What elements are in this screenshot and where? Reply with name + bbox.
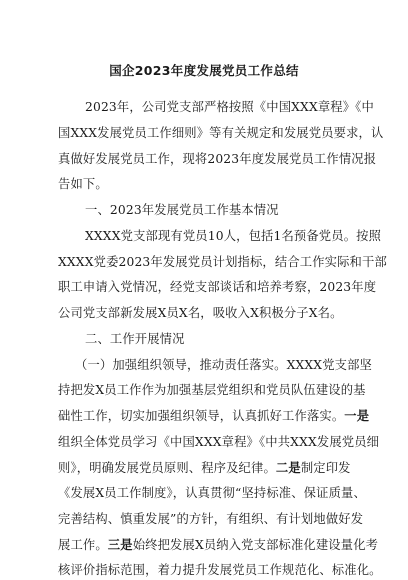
paragraph-line: 核评价指标范围，着力提升发展党员工作规范化、标准化。 (58, 563, 382, 577)
section-heading: 一、2023年发展党员工作基本情况 (85, 203, 279, 217)
paragraph-text: 制定印发 (300, 461, 351, 475)
paragraph-line: 真做好发展党员工作，现将2023年度发展党员工作情况报 (58, 152, 377, 166)
paragraph-line: 完善结构、慎重发展”的方针，有组织、有计划地做好发 (58, 512, 364, 526)
paragraph-line: 公司党支部新发展X员X名，吸收入X积极分子X名。 (58, 306, 343, 320)
emphasis-text: 一是 (344, 408, 370, 423)
paragraph-line (58, 537, 379, 552)
emphasis-text: 二是 (275, 460, 301, 475)
paragraph-line: 职工申请入党情况，经党支部谈话和培养考察，2023年度 (58, 280, 377, 294)
paragraph-text: 础性工作，切实加强组织领导，认真抓好工作落实。 (58, 409, 345, 423)
paragraph-line: （一）加强组织领导，推动责任落实。XXXX党支部坚 (75, 358, 373, 372)
paragraph-line (58, 408, 370, 423)
paragraph-line: XXXX党委2023年发展党员计划指标，结合工作实际和干部 (58, 255, 387, 269)
paragraph-line (58, 461, 358, 475)
paragraph-line: 告如下。 (58, 177, 108, 191)
paragraph-line: XXXX党支部现有党员10人，包括1名预备党员。按照 (85, 229, 382, 243)
document-title: 国企2023年度发展党员工作总结 (109, 63, 299, 78)
paragraph-line: 《发展X员工作制度》，认真贯彻“坚持标准、保证质量、 (58, 486, 366, 500)
emphasis-text: 三是 (107, 537, 133, 552)
paragraph-text: 展工作。 (58, 538, 108, 552)
paragraph-line: 组织全体党员学习《中国XXX章程》《中共XXX发展党员细 (58, 435, 380, 449)
paragraph-text: 始终把发展X员纳入党支部标准化建设量化考 (132, 538, 379, 552)
section-heading: 二、工作开展情况 (85, 332, 185, 346)
paragraph-text: 则》，明确发展党员原则、程序及纪律。 (58, 461, 276, 475)
paragraph-line: 国XXX发展党员工作细则》等有关规定和发展党员要求，认 (58, 126, 384, 140)
paragraph-line: 持把发X员工作作为加强基层党组织和党员队伍建设的基 (58, 383, 366, 397)
paragraph-line: 2023年，公司党支部严格按照《中国XXX章程》《中 (85, 100, 374, 114)
